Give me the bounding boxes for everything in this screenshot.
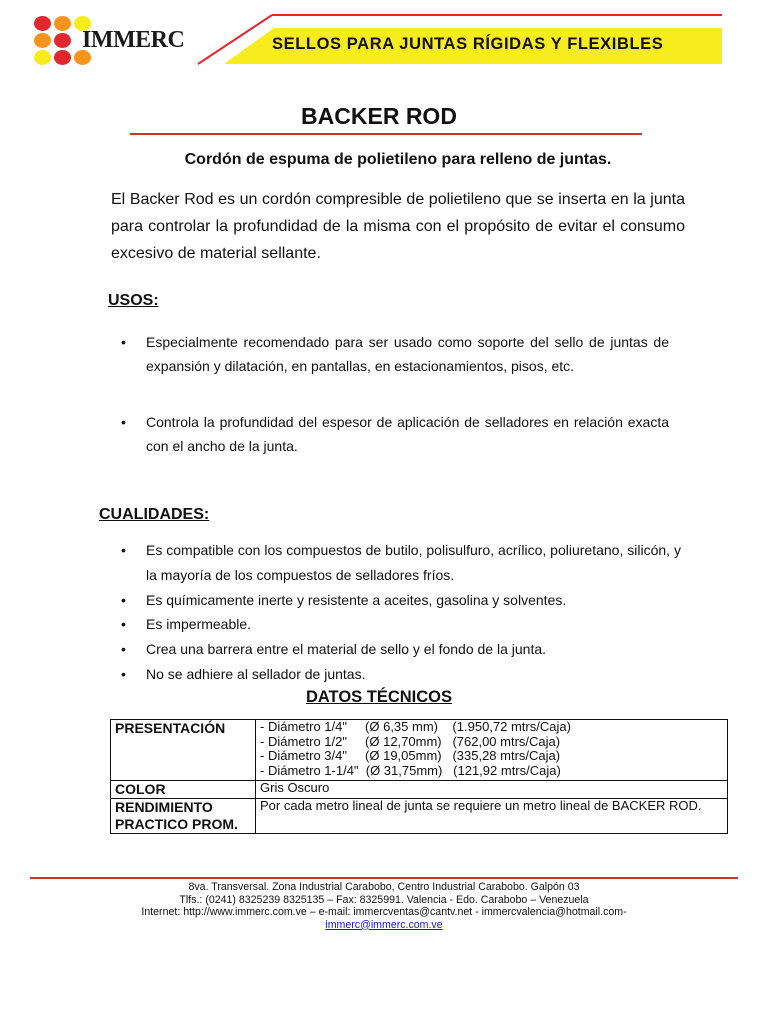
cualidades-list — [121, 538, 681, 687]
list-item: • No se adhiere al sellador de juntas. — [121, 662, 681, 687]
bullet-icon: • — [121, 665, 126, 682]
list-item: • Controla la profundidad del espesor de aplicación de selladores en relación exacta con el ancho de la junta. — [121, 410, 669, 458]
table-row — [111, 720, 728, 781]
usos-heading: USOS: — [108, 292, 159, 309]
list-item: • Crea una barrera entre el material de sello y el fondo de la junta. — [121, 637, 681, 662]
intro-paragraph: El Backer Rod es un cordón compresible de polietileno que se inserta en la junta para controlar la profundidad de la misma con el propósito de evitar el consumo excesivo de material sellante. — [111, 191, 685, 262]
presentacion-value — [256, 720, 728, 781]
list-item: • Es impermeable. — [121, 612, 681, 637]
bullet-icon: • — [121, 616, 126, 633]
diameter-line: - Diámetro 1/2" (Ø 12,70mm) (762,00 mtrs/Caja) — [260, 733, 561, 749]
bullet-icon: • — [121, 542, 126, 558]
bullet-icon: • — [121, 591, 126, 608]
usos-list — [121, 330, 669, 458]
footer-divider — [30, 877, 738, 879]
footer — [0, 881, 768, 931]
list-item: • Es compatible con los compuestos de butilo, polisulfuro, acrílico, poliuretano, silicón, y la mayoría de los compuestos de selladores fríos. — [121, 538, 681, 588]
footer-email-link[interactable]: immerc@immerc.com.ve — [325, 918, 443, 931]
diameter-line: - Diámetro 1/4" (Ø 6,35 mm) (1.950,72 mtrs/Caja) — [260, 719, 571, 734]
footer-address: 8va. Transversal. Zona Industrial Carabobo, Centro Industrial Carabobo. Galpón 03 — [188, 881, 580, 893]
footer-internet: Internet: http://www.immerc.com.ve – e-mail: immercventas@cantv.net - immercvalencia@hotmail.com- — [141, 906, 627, 918]
rendimiento-label: RENDIMIENTO PRACTICO PROM. — [111, 799, 256, 834]
diameter-line: - Diámetro 3/4" (Ø 19,05mm) (335,28 mtrs/Caja) — [260, 748, 561, 764]
specs-table — [110, 719, 728, 834]
presentacion-label: PRESENTACIÓN — [111, 720, 256, 781]
rendimiento-value: Por cada metro lineal de junta se requiere un metro lineal de BACKER ROD. — [256, 799, 728, 834]
footer-phones: Tlfs.: (0241) 8325239 8325135 – Fax: 8325991. Valencia - Edo. Carabobo – Venezuela — [179, 893, 589, 906]
list-item: • Especialmente recomendado para ser usado como soporte del sello de juntas de expansión y dilatación, en pantallas, en estacionamientos, pisos, etc. — [121, 330, 669, 378]
bullet-icon: • — [121, 414, 126, 430]
datos-tecnicos-heading: DATOS TÉCNICOS — [305, 688, 453, 706]
page-title: BACKER ROD — [301, 103, 457, 129]
diameter-line: - Diámetro 1-1/4" (Ø 31,75mm) (121,92 mtrs/Caja) — [260, 762, 561, 778]
color-value: Gris Oscuro — [256, 781, 728, 799]
bullet-icon: • — [121, 641, 126, 658]
header-banner-text: SELLOS PARA JUNTAS RÍGIDAS Y FLEXIBLES — [272, 35, 664, 53]
company-logo — [32, 14, 185, 66]
title-divider — [130, 133, 642, 135]
table-row — [111, 781, 728, 799]
logo-text: IMMERC — [82, 27, 185, 53]
bullet-icon: • — [121, 334, 126, 350]
list-item: • Es químicamente inerte y resistente a aceites, gasolina y solventes. — [121, 588, 681, 613]
table-row — [111, 799, 728, 834]
page-subtitle: Cordón de espuma de polietileno para relleno de juntas. — [184, 151, 612, 168]
cualidades-heading: CUALIDADES: — [99, 506, 210, 523]
color-label: COLOR — [111, 781, 256, 799]
